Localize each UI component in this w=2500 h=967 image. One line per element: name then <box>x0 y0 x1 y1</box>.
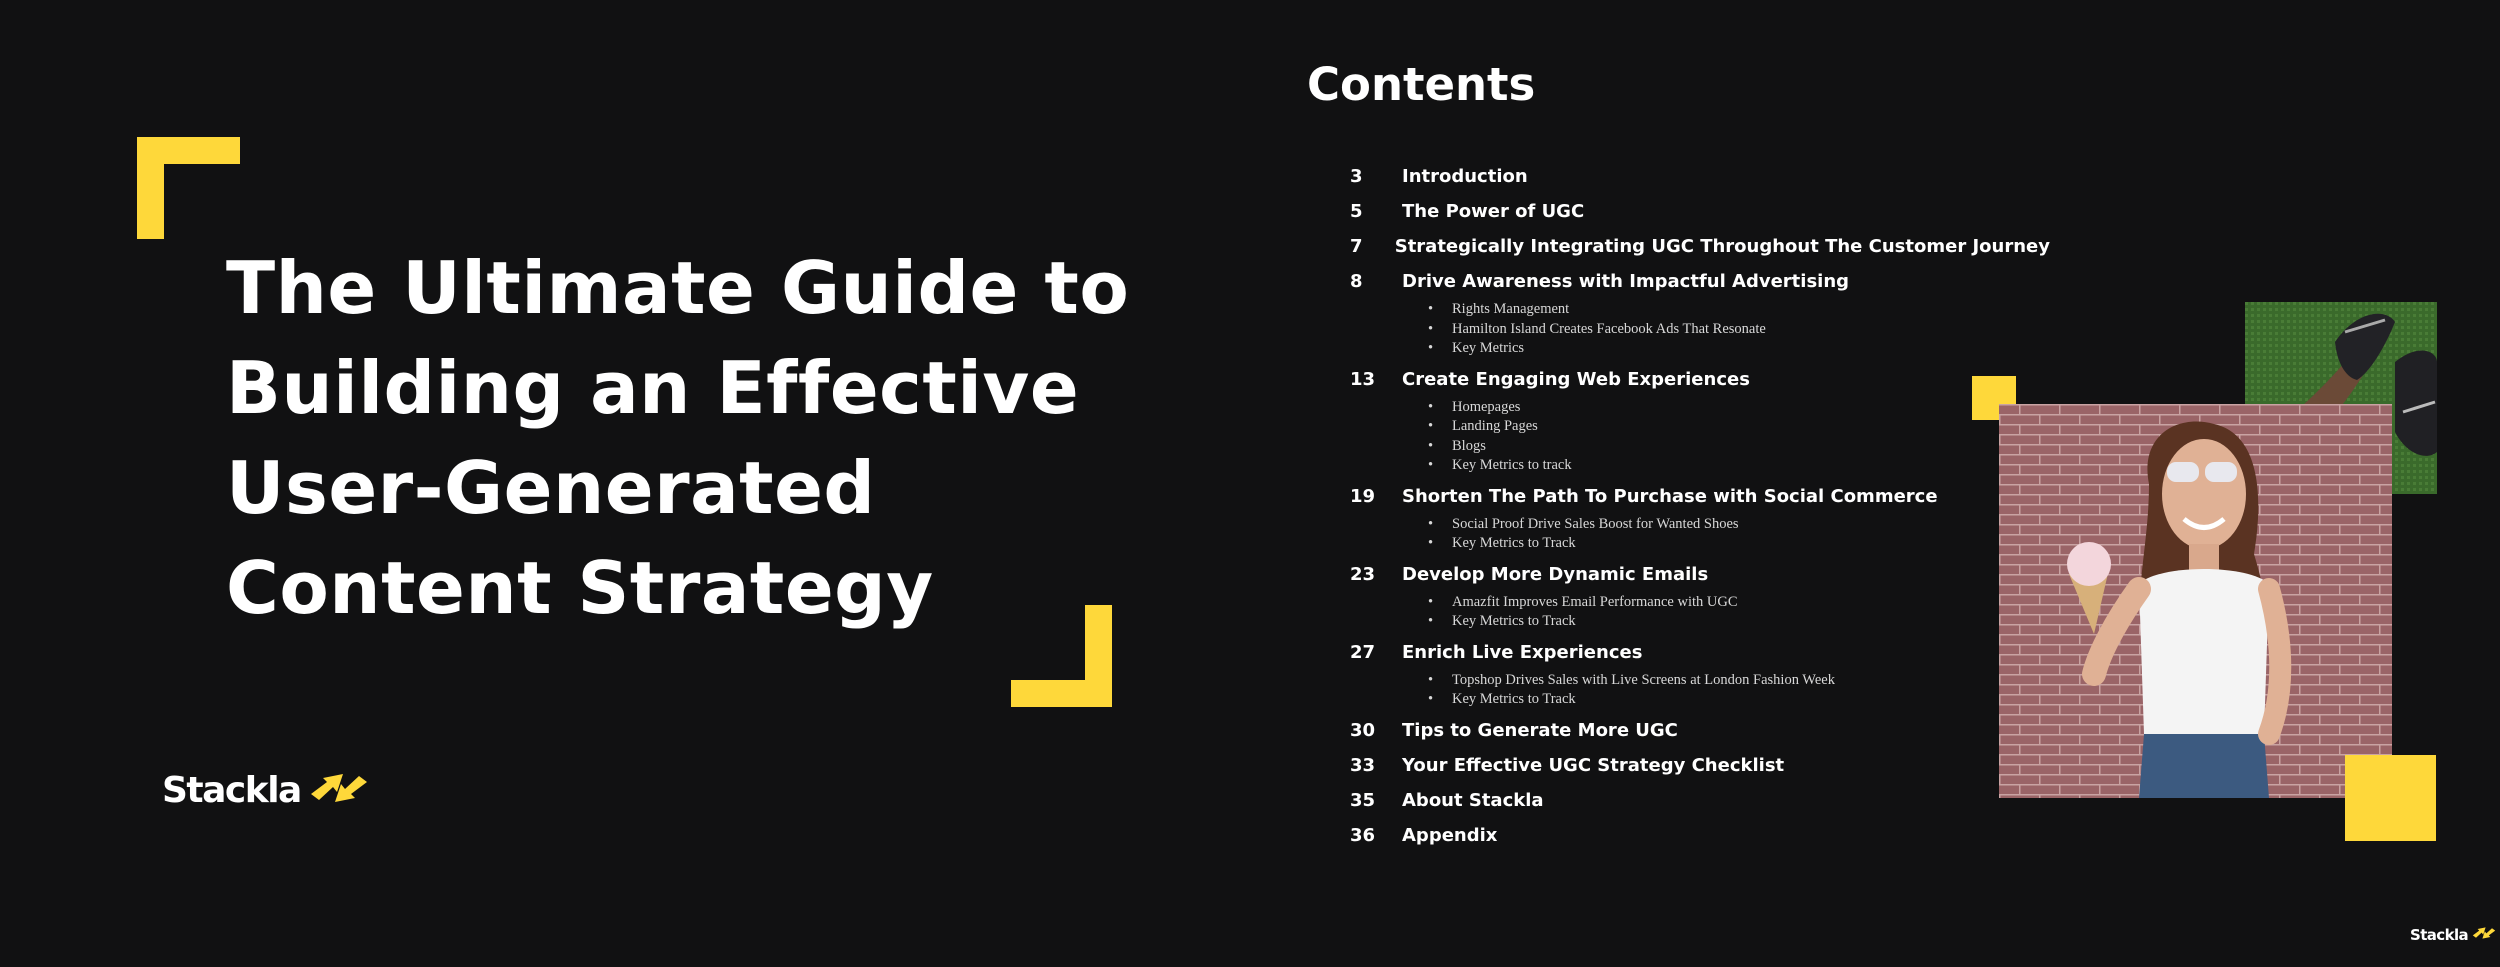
toc-title[interactable]: Your Effective UGC Strategy Checklist <box>1402 754 1785 776</box>
toc-title[interactable]: Enrich Live Experiences <box>1402 641 1643 663</box>
toc-row[interactable] <box>1350 201 2050 236</box>
toc-subsection-label: Amazfit Improves Email Performance with UGC <box>1452 593 1738 610</box>
toc-subsection[interactable] <box>1350 300 2050 320</box>
toc-page-number: 7 <box>1350 236 1363 257</box>
footer-stackla-logo <box>2410 925 2497 945</box>
stackla-arrows-icon <box>307 768 371 812</box>
toc-entry[interactable] <box>1350 790 2050 825</box>
toc-subsection-label: Key Metrics to Track <box>1452 613 1576 629</box>
toc-entry[interactable] <box>1350 564 2050 632</box>
cover-title-line: User-Generated <box>226 446 876 530</box>
toc-subsection-label: Key Metrics to Track <box>1452 535 1576 551</box>
toc-subsection-label: Key Metrics to Track <box>1452 691 1576 707</box>
toc-subsection[interactable] <box>1350 398 2050 418</box>
bullet-icon: • <box>1428 515 1434 532</box>
bullet-icon: • <box>1428 535 1434 551</box>
toc-page-number: 8 <box>1350 271 1363 292</box>
toc-title[interactable]: Shorten The Path To Purchase with Social Commerce <box>1402 485 1938 507</box>
toc-subsection[interactable] <box>1350 437 2050 457</box>
toc-row[interactable] <box>1350 720 2050 755</box>
toc-subsection[interactable] <box>1350 515 2050 535</box>
toc-subsection[interactable] <box>1350 534 2050 554</box>
bullet-icon: • <box>1428 593 1434 610</box>
toc-entry[interactable] <box>1350 271 2050 359</box>
toc-subsection-label: Rights Management <box>1452 301 1570 317</box>
toc-entry[interactable] <box>1350 720 2050 755</box>
toc-row[interactable] <box>1350 236 2050 271</box>
toc-subsections <box>1350 398 2050 476</box>
contents-heading: Contents <box>1307 58 1536 111</box>
bullet-icon: • <box>1428 437 1434 454</box>
woman-with-ice-cream-photo <box>1999 404 2392 798</box>
bullet-icon: • <box>1428 691 1434 707</box>
toc-subsection-label: Key Metrics <box>1452 340 1525 356</box>
toc-title[interactable]: Appendix <box>1402 824 1498 846</box>
toc-page-number: 23 <box>1350 563 1376 585</box>
footer-logo-text: Stackla <box>2410 926 2469 944</box>
bullet-icon: • <box>1428 340 1434 356</box>
toc-page-number: 13 <box>1350 368 1376 390</box>
toc-subsection-label: Blogs <box>1452 437 1486 454</box>
toc-title[interactable]: Tips to Generate More UGC <box>1402 719 1678 741</box>
toc-subsection-label: Social Proof Drive Sales Boost for Wanted Shoes <box>1452 515 1739 532</box>
cover-title-line: The Ultimate Guide to <box>226 246 1130 330</box>
cover-title-line: Building an Effective <box>226 346 1080 430</box>
toc-subsection-label: Homepages <box>1452 398 1521 415</box>
toc-subsection[interactable] <box>1350 320 2050 340</box>
toc-row[interactable] <box>1350 790 2050 825</box>
toc-subsection[interactable] <box>1350 671 2050 691</box>
toc-title[interactable]: Drive Awareness with Impactful Advertising <box>1402 271 1850 292</box>
bullet-icon: • <box>1428 301 1434 317</box>
toc-entry[interactable] <box>1350 236 2050 271</box>
toc-page-number: 35 <box>1350 789 1376 811</box>
toc-page-number: 3 <box>1350 166 1363 187</box>
toc-subsection[interactable] <box>1350 612 2050 632</box>
bullet-icon: • <box>1428 418 1434 434</box>
corner-bracket-top-left-vertical <box>137 137 164 239</box>
toc-page-number: 33 <box>1350 754 1376 776</box>
toc-subsection[interactable] <box>1350 593 2050 613</box>
corner-bracket-bottom-right-vertical <box>1085 605 1112 707</box>
toc-title[interactable]: Introduction <box>1402 166 1528 187</box>
toc-subsection-label: Hamilton Island Creates Facebook Ads That Resonate <box>1452 320 1766 337</box>
toc-entry[interactable] <box>1350 755 2050 790</box>
toc-subsection[interactable] <box>1350 417 2050 437</box>
decorative-square <box>2345 755 2436 841</box>
stackla-arrows-icon <box>2471 925 2497 945</box>
toc-entry[interactable] <box>1350 166 2050 201</box>
cover-title-line: Content Strategy <box>226 546 934 630</box>
toc-subsections <box>1350 515 2050 554</box>
toc-row[interactable] <box>1350 755 2050 790</box>
toc-subsection[interactable] <box>1350 456 2050 476</box>
toc-row[interactable] <box>1350 825 2050 860</box>
toc-subsection-label: Key Metrics to track <box>1452 457 1572 473</box>
bullet-icon: • <box>1428 457 1434 473</box>
bullet-icon: • <box>1428 320 1434 337</box>
toc-page-number: 19 <box>1350 485 1376 507</box>
toc-page-number: 27 <box>1350 641 1376 663</box>
toc-entry[interactable] <box>1350 486 2050 554</box>
toc-entry[interactable] <box>1350 369 2050 476</box>
toc-subsection[interactable] <box>1350 339 2050 359</box>
toc-entry[interactable] <box>1350 825 2050 860</box>
cover-title <box>226 238 1130 638</box>
toc-subsections <box>1350 671 2050 710</box>
toc-title[interactable]: The Power of UGC <box>1402 201 1585 222</box>
toc-page-number: 5 <box>1350 201 1363 222</box>
toc-subsections <box>1350 593 2050 632</box>
toc-title[interactable]: Strategically Integrating UGC Throughout The Customer Journey <box>1394 236 2050 257</box>
stackla-logo <box>162 768 371 812</box>
toc-subsections <box>1350 300 2050 359</box>
table-of-contents <box>1350 166 2050 860</box>
toc-page-number: 30 <box>1350 719 1376 741</box>
bullet-icon: • <box>1428 398 1434 415</box>
bullet-icon: • <box>1428 671 1434 688</box>
toc-title[interactable]: Develop More Dynamic Emails <box>1402 563 1709 585</box>
toc-page-number: 36 <box>1350 824 1376 846</box>
toc-subsection[interactable] <box>1350 690 2050 710</box>
bullet-icon: • <box>1428 613 1434 629</box>
toc-entry[interactable] <box>1350 201 2050 236</box>
toc-title[interactable]: Create Engaging Web Experiences <box>1402 368 1750 390</box>
toc-entry[interactable] <box>1350 642 2050 710</box>
toc-subsection-label: Topshop Drives Sales with Live Screens at London Fashion Week <box>1452 671 1835 688</box>
logo-text: Stackla <box>162 769 301 811</box>
toc-title[interactable]: About Stackla <box>1402 789 1544 811</box>
toc-subsection-label: Landing Pages <box>1452 418 1538 434</box>
toc-row[interactable] <box>1350 166 2050 201</box>
